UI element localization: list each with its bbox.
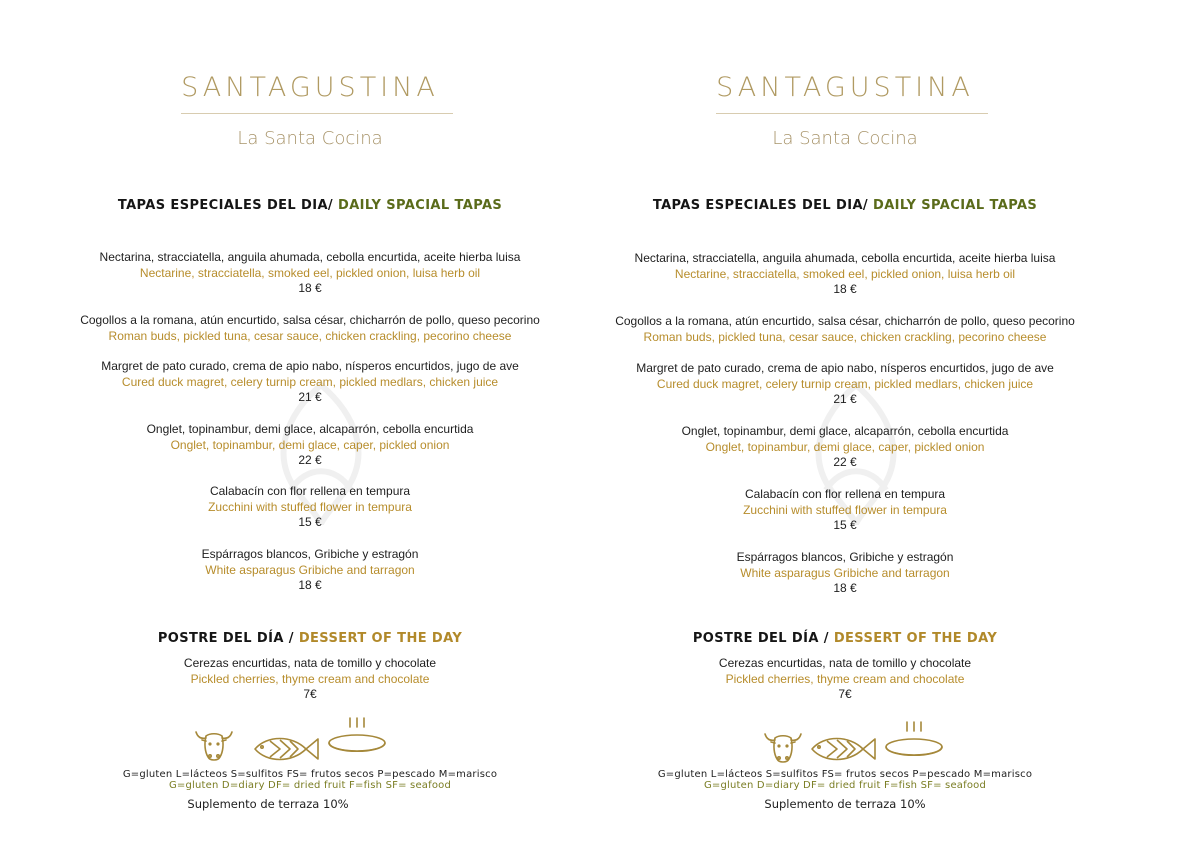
- allergen-legend-es: G=gluten L=lácteos S=sulfitos FS= frutos secos P=pescado M=marisco: [122, 769, 498, 780]
- dessert-name-es: Cerezas encurtidas, nata de tomillo y chocolate: [183, 656, 437, 670]
- dish-price: 21 €: [298, 390, 322, 404]
- menu-page-right: [565, 0, 1125, 848]
- dish-item: [30, 250, 590, 297]
- dish-name-en: Roman buds, pickled tuna, cesar sauce, chicken crackling, pecorino cheese: [108, 328, 512, 343]
- menu-page-left: [30, 0, 590, 848]
- dish-name-es: Onglet, topinambur, demi glace, alcaparrón, cebolla encurtida: [681, 424, 1009, 438]
- dish-item: [565, 251, 1125, 298]
- dessert-heading: [30, 631, 590, 646]
- allergen-legend-en: G=gluten D=diary DF= dried fruit F=fish SF= seafood: [168, 780, 452, 791]
- dish-item: [30, 313, 590, 344]
- dessert-item: [30, 656, 590, 703]
- dish-price: 22 €: [298, 453, 322, 467]
- dish-name-es: Cogollos a la romana, atún encurtido, salsa césar, chicharrón de pollo, queso pecorino: [80, 313, 540, 327]
- terrace-supplement: Suplemento de terraza 10%: [187, 797, 349, 811]
- dish-name-es: Cogollos a la romana, atún encurtido, salsa césar, chicharrón de pollo, queso pecorino: [615, 314, 1075, 328]
- dish-item: [565, 487, 1125, 534]
- dish-name-es: Nectarina, stracciatella, anguila ahumada, cebolla encurtida, aceite hierba luisa: [99, 250, 521, 264]
- dish-name-es: Calabacín con flor rellena en tempura: [209, 484, 411, 498]
- dish-price: 15 €: [298, 515, 322, 529]
- brand-name: SANTAGUSTINA: [181, 72, 439, 103]
- tapas-heading-en: DAILY SPACIAL TAPAS: [333, 198, 503, 213]
- dish-price: 18 €: [298, 578, 322, 592]
- dish-name-en: Zucchini with stuffed flower in tempura: [208, 499, 412, 514]
- dish-price: 18 €: [298, 281, 322, 295]
- dessert-heading: [565, 631, 1125, 646]
- dish-name-en: Roman buds, pickled tuna, cesar sauce, chicken crackling, pecorino cheese: [643, 329, 1047, 344]
- dish-name-es: Calabacín con flor rellena en tempura: [744, 487, 946, 501]
- brand-subtitle: La Santa Cocina: [237, 128, 383, 149]
- brand-name: SANTAGUSTINA: [716, 72, 974, 103]
- tapas-heading: [565, 198, 1125, 213]
- dessert-heading-en: DESSERT OF THE DAY: [298, 631, 463, 646]
- dish-item: [30, 484, 590, 531]
- dish-item: [565, 550, 1125, 597]
- brand-divider: [181, 113, 453, 114]
- dish-name-en: Onglet, topinambur, demi glace, caper, pickled onion: [170, 437, 450, 452]
- allergen-icons: [30, 712, 590, 772]
- dish-item: [565, 361, 1125, 408]
- dish-name-en: Cured duck magret, celery turnip cream, pickled medlars, chicken juice: [121, 374, 499, 389]
- fish-icon: [252, 734, 322, 764]
- hot-dish-icon: [883, 720, 945, 766]
- dish-item: [565, 424, 1125, 471]
- dish-name-es: Nectarina, stracciatella, anguila ahumada, cebolla encurtida, aceite hierba luisa: [634, 251, 1056, 265]
- dish-item: [30, 359, 590, 406]
- dish-item: [30, 547, 590, 594]
- dish-name-es: Onglet, topinambur, demi glace, alcaparrón, cebolla encurtida: [146, 422, 474, 436]
- dish-name-en: Zucchini with stuffed flower in tempura: [743, 502, 947, 517]
- dish-name-en: White asparagus Gribiche and tarragon: [205, 562, 415, 577]
- tapas-heading: [30, 198, 590, 213]
- dish-name-en: Cured duck magret, celery turnip cream, pickled medlars, chicken juice: [656, 376, 1034, 391]
- dessert-price: 7€: [838, 687, 852, 701]
- dish-item: [30, 422, 590, 469]
- tapas-heading-es: TAPAS ESPECIALES DEL DIA/: [652, 198, 869, 213]
- dish-item: [565, 314, 1125, 345]
- dish-name-es: Margret de pato curado, crema de apio nabo, nísperos encurtidos, jugo de ave: [101, 359, 519, 373]
- cow-icon: [761, 728, 805, 766]
- brand-divider: [716, 113, 988, 114]
- fish-icon: [809, 734, 879, 764]
- tapas-heading-en: DAILY SPACIAL TAPAS: [868, 198, 1038, 213]
- dish-name-en: Nectarine, stracciatella, smoked eel, pickled onion, luisa herb oil: [674, 266, 1016, 281]
- tapas-heading-es: TAPAS ESPECIALES DEL DIA/: [117, 198, 334, 213]
- dessert-heading-es: POSTRE DEL DÍA /: [157, 631, 299, 646]
- allergen-legend-es: G=gluten L=lácteos S=sulfitos FS= frutos secos P=pescado M=marisco: [657, 769, 1033, 780]
- dessert-heading-en: DESSERT OF THE DAY: [833, 631, 998, 646]
- allergen-icons: [565, 716, 1125, 776]
- dish-price: 18 €: [833, 581, 857, 595]
- dessert-price: 7€: [303, 687, 317, 701]
- brand-subtitle: La Santa Cocina: [772, 128, 918, 149]
- terrace-supplement: Suplemento de terraza 10%: [764, 797, 926, 811]
- dish-price: 21 €: [833, 392, 857, 406]
- dessert-heading-es: POSTRE DEL DÍA /: [692, 631, 834, 646]
- dish-price: 22 €: [833, 455, 857, 469]
- dish-name-es: Margret de pato curado, crema de apio nabo, nísperos encurtidos, jugo de ave: [636, 361, 1054, 375]
- dessert-item: [565, 656, 1125, 703]
- allergen-legend-en: G=gluten D=diary DF= dried fruit F=fish SF= seafood: [703, 780, 987, 791]
- dish-name-es: Espárragos blancos, Gribiche y estragón: [201, 547, 419, 561]
- dish-price: 18 €: [833, 282, 857, 296]
- cow-icon: [192, 726, 236, 764]
- dish-name-es: Espárragos blancos, Gribiche y estragón: [736, 550, 954, 564]
- dessert-name-en: Pickled cherries, thyme cream and chocolate: [725, 671, 965, 686]
- dish-price: 15 €: [833, 518, 857, 532]
- dish-name-en: White asparagus Gribiche and tarragon: [740, 565, 950, 580]
- dish-name-en: Nectarine, stracciatella, smoked eel, pickled onion, luisa herb oil: [139, 265, 481, 280]
- dessert-name-en: Pickled cherries, thyme cream and chocolate: [190, 671, 430, 686]
- dessert-name-es: Cerezas encurtidas, nata de tomillo y chocolate: [718, 656, 972, 670]
- dish-name-en: Onglet, topinambur, demi glace, caper, pickled onion: [705, 439, 985, 454]
- hot-dish-icon: [326, 716, 388, 762]
